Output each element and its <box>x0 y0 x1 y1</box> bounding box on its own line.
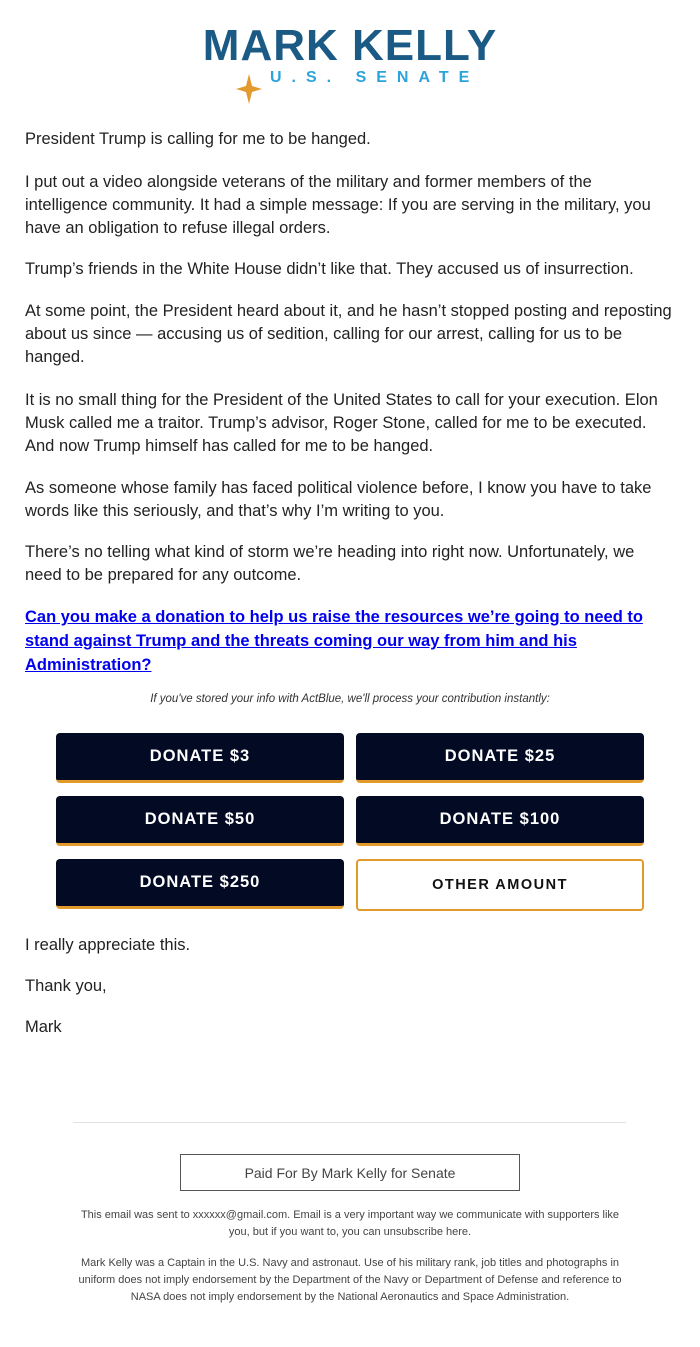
recipient-notice: This email was sent to xxxxxx@gmail.com. Email is a very important way we communicate with supporters like you, but if you want to, you can unsubscribe here. <box>80 1209 620 1238</box>
actblue-note: If you've stored your info with ActBlue, we'll process your contribution instantly: <box>150 693 550 705</box>
donate-250-button[interactable]: DONATE $250 <box>56 859 344 909</box>
donate-3-button[interactable]: DONATE $3 <box>56 733 344 783</box>
paragraph-6: As someone whose family has faced political violence before, I know you have to take words like this seriously, and that’s why I’m writing to you. <box>25 479 652 520</box>
paragraph-5: It is no small thing for the President of the United States to call for your execution. Elon Musk called me a traitor. Trump’s advisor, Roger Stone, called for me to be executed. And now Trump himself has called for me to be hanged. <box>25 391 658 455</box>
logo-subtitle: U.S. SENATE <box>270 69 480 86</box>
logo-name: MARK KELLY <box>202 21 498 70</box>
donate-100-button[interactable]: DONATE $100 <box>356 796 644 846</box>
other-amount-button[interactable]: OTHER AMOUNT <box>356 859 644 911</box>
paragraph-7: There’s no telling what kind of storm we’re heading into right now. Unfortunately, we need to be prepared for any outcome. <box>25 543 635 584</box>
campaign-logo <box>0 21 700 90</box>
paid-for-disclaimer: Paid For By Mark Kelly for Senate <box>180 1154 520 1191</box>
legal-disclaimer: Mark Kelly was a Captain in the U.S. Navy and astronaut. Use of his military rank, job titles and photographs in uniform does not imply endorsement by the Department of the Navy or Department of Defense and reference to NASA does not imply endorsement by the National Aeronautics and Space Administration. <box>78 1257 622 1303</box>
donation-ask-link[interactable]: Can you make a donation to help us raise the resources we’re going to need to stand against Trump and the threats coming our way from him and his Administration? <box>25 608 643 674</box>
paragraph-2: I put out a video alongside veterans of the military and former members of the intelligence community. It had a simple message: If you are serving in the military, you have an obligation to refuse illegal orders. <box>25 173 651 237</box>
paragraph-3: Trump’s friends in the White House didn’t like that. They accused us of insurrection. <box>25 260 634 278</box>
closing-line: I really appreciate this. <box>25 936 191 954</box>
paragraph-4: At some point, the President heard about it, and he hasn’t stopped posting and reposting about us since — accusing us of sedition, calling for our arrest, calling for us to be hanged. <box>25 302 672 366</box>
star-icon <box>236 74 262 104</box>
footer-divider <box>73 1122 626 1123</box>
donate-50-button[interactable]: DONATE $50 <box>56 796 344 846</box>
paragraph-1: President Trump is calling for me to be hanged. <box>25 130 371 148</box>
signature: Mark <box>25 1018 62 1036</box>
sign-off: Thank you, <box>25 977 107 995</box>
donate-25-button[interactable]: DONATE $25 <box>356 733 644 783</box>
